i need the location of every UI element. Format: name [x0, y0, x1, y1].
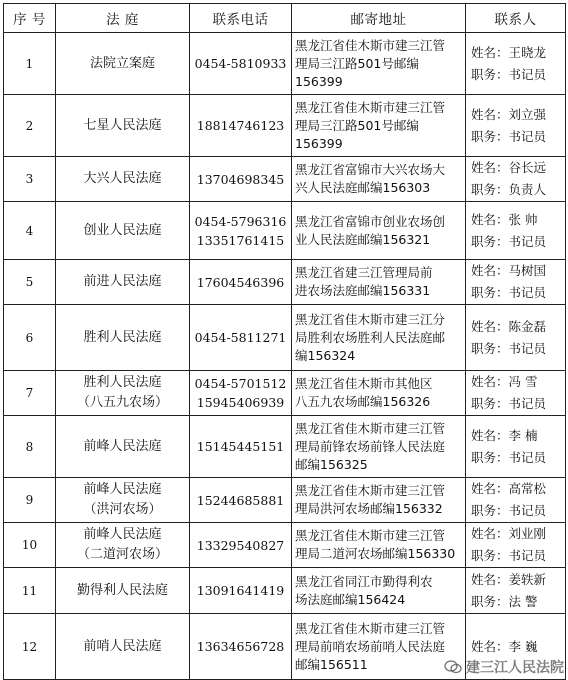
address-cell-line: 黑龙江省佳木斯市建三江分 — [295, 311, 446, 327]
seq-cell: 9 — [4, 478, 56, 523]
address-cell-line: 理局三江路501号邮编 — [295, 55, 419, 71]
address-cell-line: 兴人民法庭邮编156303 — [295, 180, 431, 195]
court-cell-line: 前峰人民法庭 — [83, 438, 162, 454]
court-cell — [56, 95, 190, 157]
address-cell-line: 八五九农场邮编156326 — [295, 394, 431, 409]
seq-cell: 10 — [4, 523, 56, 568]
court-cell-line: 创业人民法庭 — [83, 222, 162, 238]
contact-cell-line: 姓名：刘立强 — [471, 106, 547, 122]
header-address: 邮寄地址 — [292, 4, 466, 33]
table-row — [4, 478, 566, 523]
court-cell-line: 大兴人民法庭 — [83, 171, 162, 186]
phone-cell-line: 13634656728 — [196, 639, 285, 654]
address-cell-line: 156399 — [295, 135, 343, 151]
table-row — [4, 371, 566, 416]
contact-cell-line: 职务：法 警 — [471, 593, 538, 609]
phone-cell — [190, 33, 292, 95]
wechat-watermark — [444, 657, 564, 677]
court-cell-line: 前峰人民法庭 — [83, 527, 162, 542]
address-cell-line: 黑龙江省佳木斯市建三江管 — [295, 620, 446, 636]
seq-cell: 1 — [4, 33, 56, 95]
contact-cell-line: 职务：负责人 — [471, 182, 547, 197]
court-cell-line: 胜利人民法庭 — [83, 329, 162, 345]
address-cell — [292, 478, 466, 523]
address-cell-line: 场法庭邮编156424 — [295, 591, 406, 607]
court-cell-line: （二道河农场） — [76, 547, 168, 562]
header-contact: 联系人 — [466, 4, 566, 33]
address-cell — [292, 202, 466, 260]
contact-cell-line: 姓名：陈金磊 — [471, 318, 547, 334]
court-cell-line: （洪河农场） — [83, 502, 162, 517]
phone-cell — [190, 416, 292, 478]
contact-cell — [466, 95, 566, 157]
address-cell — [292, 568, 466, 614]
contact-cell — [466, 157, 566, 202]
address-cell-line: 黑龙江省佳木斯市建三江管 — [295, 420, 446, 436]
court-cell — [56, 416, 190, 478]
address-cell — [292, 157, 466, 202]
address-cell-line: 理局前哨农场前哨人民法庭 — [295, 638, 446, 654]
phone-cell-line: 17604546396 — [196, 274, 285, 290]
address-cell-line: 邮编156511 — [295, 656, 368, 672]
table-row — [4, 157, 566, 202]
phone-cell — [190, 568, 292, 614]
address-cell-line: 156399 — [295, 73, 343, 89]
contact-cell — [466, 260, 566, 305]
phone-cell-line: 13351761415 — [196, 232, 285, 248]
contact-cell-line: 职务：书记员 — [471, 340, 547, 356]
address-cell — [292, 260, 466, 305]
address-cell-line: 黑龙江省同江市勤得利农 — [295, 573, 433, 589]
contact-cell-line: 姓名：李 巍 — [471, 638, 538, 654]
phone-cell — [190, 260, 292, 305]
address-cell-line: 黑龙江省佳木斯市建三江管 — [295, 483, 446, 498]
table-row — [4, 260, 566, 305]
court-cell-line: 七星人民法庭 — [83, 117, 162, 133]
contact-cell — [466, 478, 566, 523]
contact-cell-line: 姓名：李 楠 — [471, 427, 538, 443]
contact-cell-line: 职务：书记员 — [471, 285, 547, 300]
phone-cell-line: 0454-5701512 — [194, 376, 287, 391]
header-phone: 联系电话 — [190, 4, 292, 33]
phone-cell-line: 13329540827 — [196, 537, 285, 553]
court-cell-line: 勤得利人民法庭 — [76, 582, 168, 598]
header-row — [4, 4, 566, 33]
table-row — [4, 33, 566, 95]
phone-cell — [190, 478, 292, 523]
phone-cell — [190, 95, 292, 157]
address-cell — [292, 371, 466, 416]
contact-cell-line: 姓名：马树国 — [471, 263, 547, 278]
contact-cell-line: 职务：书记员 — [471, 503, 547, 518]
phone-cell — [190, 157, 292, 202]
address-cell-line: 黑龙江省佳木斯市建三江管 — [295, 37, 446, 53]
table-row — [4, 95, 566, 157]
court-cell — [56, 371, 190, 416]
seq-cell: 5 — [4, 260, 56, 305]
address-cell-line: 业人民法庭邮编156321 — [295, 231, 431, 247]
address-cell-line: 黑龙江省富锦市创业农场创 — [295, 213, 446, 229]
phone-cell-line: 0454-5810933 — [194, 56, 287, 71]
court-cell — [56, 157, 190, 202]
court-cell — [56, 305, 190, 371]
court-cell-line: 前进人民法庭 — [83, 274, 162, 289]
contact-cell-line: 职务：书记员 — [471, 396, 547, 411]
address-cell — [292, 305, 466, 371]
seq-cell: 2 — [4, 95, 56, 157]
contact-cell — [466, 33, 566, 95]
phone-cell-line: 0454-5796316 — [194, 213, 287, 229]
address-cell-line: 邮编156325 — [295, 456, 368, 472]
seq-cell: 4 — [4, 202, 56, 260]
phone-cell — [190, 523, 292, 568]
contact-cell-line: 姓名：姜轶新 — [471, 571, 547, 587]
contact-cell-line: 姓名：高常松 — [471, 481, 547, 496]
address-cell — [292, 416, 466, 478]
address-cell-line: 黑龙江省富锦市大兴农场大 — [295, 162, 446, 177]
address-cell — [292, 95, 466, 157]
header-seq: 序 号 — [4, 4, 56, 33]
contact-cell — [466, 305, 566, 371]
address-cell-line: 编156324 — [295, 347, 356, 363]
table-row — [4, 523, 566, 568]
phone-cell — [190, 202, 292, 260]
address-cell-line: 黑龙江省佳木斯市其他区 — [295, 376, 433, 391]
phone-cell-line: 0454-5811271 — [194, 330, 287, 345]
court-cell — [56, 614, 190, 680]
phone-cell — [190, 614, 292, 680]
contact-cell-line: 职务：书记员 — [471, 548, 547, 563]
phone-cell-line: 15945406939 — [196, 395, 285, 410]
seq-cell: 11 — [4, 568, 56, 614]
address-cell — [292, 523, 466, 568]
court-contact-table — [3, 3, 566, 680]
watermark-text: 建三江人民法院 — [466, 660, 564, 676]
address-cell-line: 黑龙江省佳木斯市建三江管 — [295, 528, 446, 543]
phone-cell — [190, 305, 292, 371]
phone-cell-line: 15244685881 — [196, 492, 285, 508]
address-cell — [292, 33, 466, 95]
address-cell-line: 进农场法庭邮编156331 — [295, 283, 431, 298]
address-cell-line: 局胜利农场胜利人民法庭邮 — [295, 329, 446, 345]
contact-cell-line: 姓名：刘业刚 — [471, 526, 547, 541]
court-cell-line: 法院立案庭 — [89, 55, 155, 71]
table-row — [4, 305, 566, 371]
phone-cell-line: 13704698345 — [196, 171, 285, 187]
seq-cell: 8 — [4, 416, 56, 478]
contact-cell-line: 姓名：王晓龙 — [471, 44, 547, 60]
table-row — [4, 568, 566, 614]
address-cell-line: 理局洪河农场邮编156332 — [295, 501, 443, 516]
contact-cell-line: 姓名：冯 雪 — [471, 374, 538, 389]
seq-cell: 6 — [4, 305, 56, 371]
seq-cell: 12 — [4, 614, 56, 680]
court-cell — [56, 33, 190, 95]
address-cell — [292, 614, 466, 680]
contact-cell-line: 职务：书记员 — [471, 449, 547, 465]
court-cell — [56, 523, 190, 568]
phone-cell — [190, 371, 292, 416]
address-cell-line: 理局二道河农场邮编156330 — [295, 546, 456, 561]
contact-cell-line: 职务：书记员 — [471, 66, 547, 82]
court-cell-line: （八五九农场） — [76, 395, 168, 410]
contact-cell-line: 姓名：谷长远 — [471, 160, 547, 175]
contact-cell-line: 职务：书记员 — [471, 128, 547, 144]
table-row — [4, 416, 566, 478]
court-cell — [56, 568, 190, 614]
court-cell — [56, 260, 190, 305]
address-cell-line: 理局三江路501号邮编 — [295, 117, 419, 133]
contact-cell — [466, 568, 566, 614]
court-cell — [56, 202, 190, 260]
seq-cell: 3 — [4, 157, 56, 202]
address-cell-line: 黑龙江省佳木斯市建三江管 — [295, 99, 446, 115]
phone-cell-line: 13091641419 — [196, 583, 285, 598]
court-cell-line: 前哨人民法庭 — [83, 638, 162, 654]
table-row — [4, 202, 566, 260]
wechat-icon — [444, 660, 462, 674]
contact-cell — [466, 371, 566, 416]
address-cell-line: 黑龙江省建三江管理局前 — [295, 265, 433, 280]
court-cell-line: 前峰人民法庭 — [83, 482, 162, 497]
contact-cell — [466, 416, 566, 478]
contact-cell — [466, 202, 566, 260]
contact-cell-line: 职务：书记员 — [471, 233, 547, 249]
contact-cell — [466, 523, 566, 568]
phone-cell-line: 18814746123 — [196, 118, 285, 133]
contact-cell-line: 姓名：张 帅 — [471, 211, 538, 227]
court-cell — [56, 478, 190, 523]
seq-cell: 7 — [4, 371, 56, 416]
court-cell-line: 胜利人民法庭 — [83, 375, 162, 390]
header-court: 法 庭 — [56, 4, 190, 33]
address-cell-line: 理局前锋农场前锋人民法庭 — [295, 438, 446, 454]
phone-cell-line: 15145445151 — [196, 439, 285, 454]
